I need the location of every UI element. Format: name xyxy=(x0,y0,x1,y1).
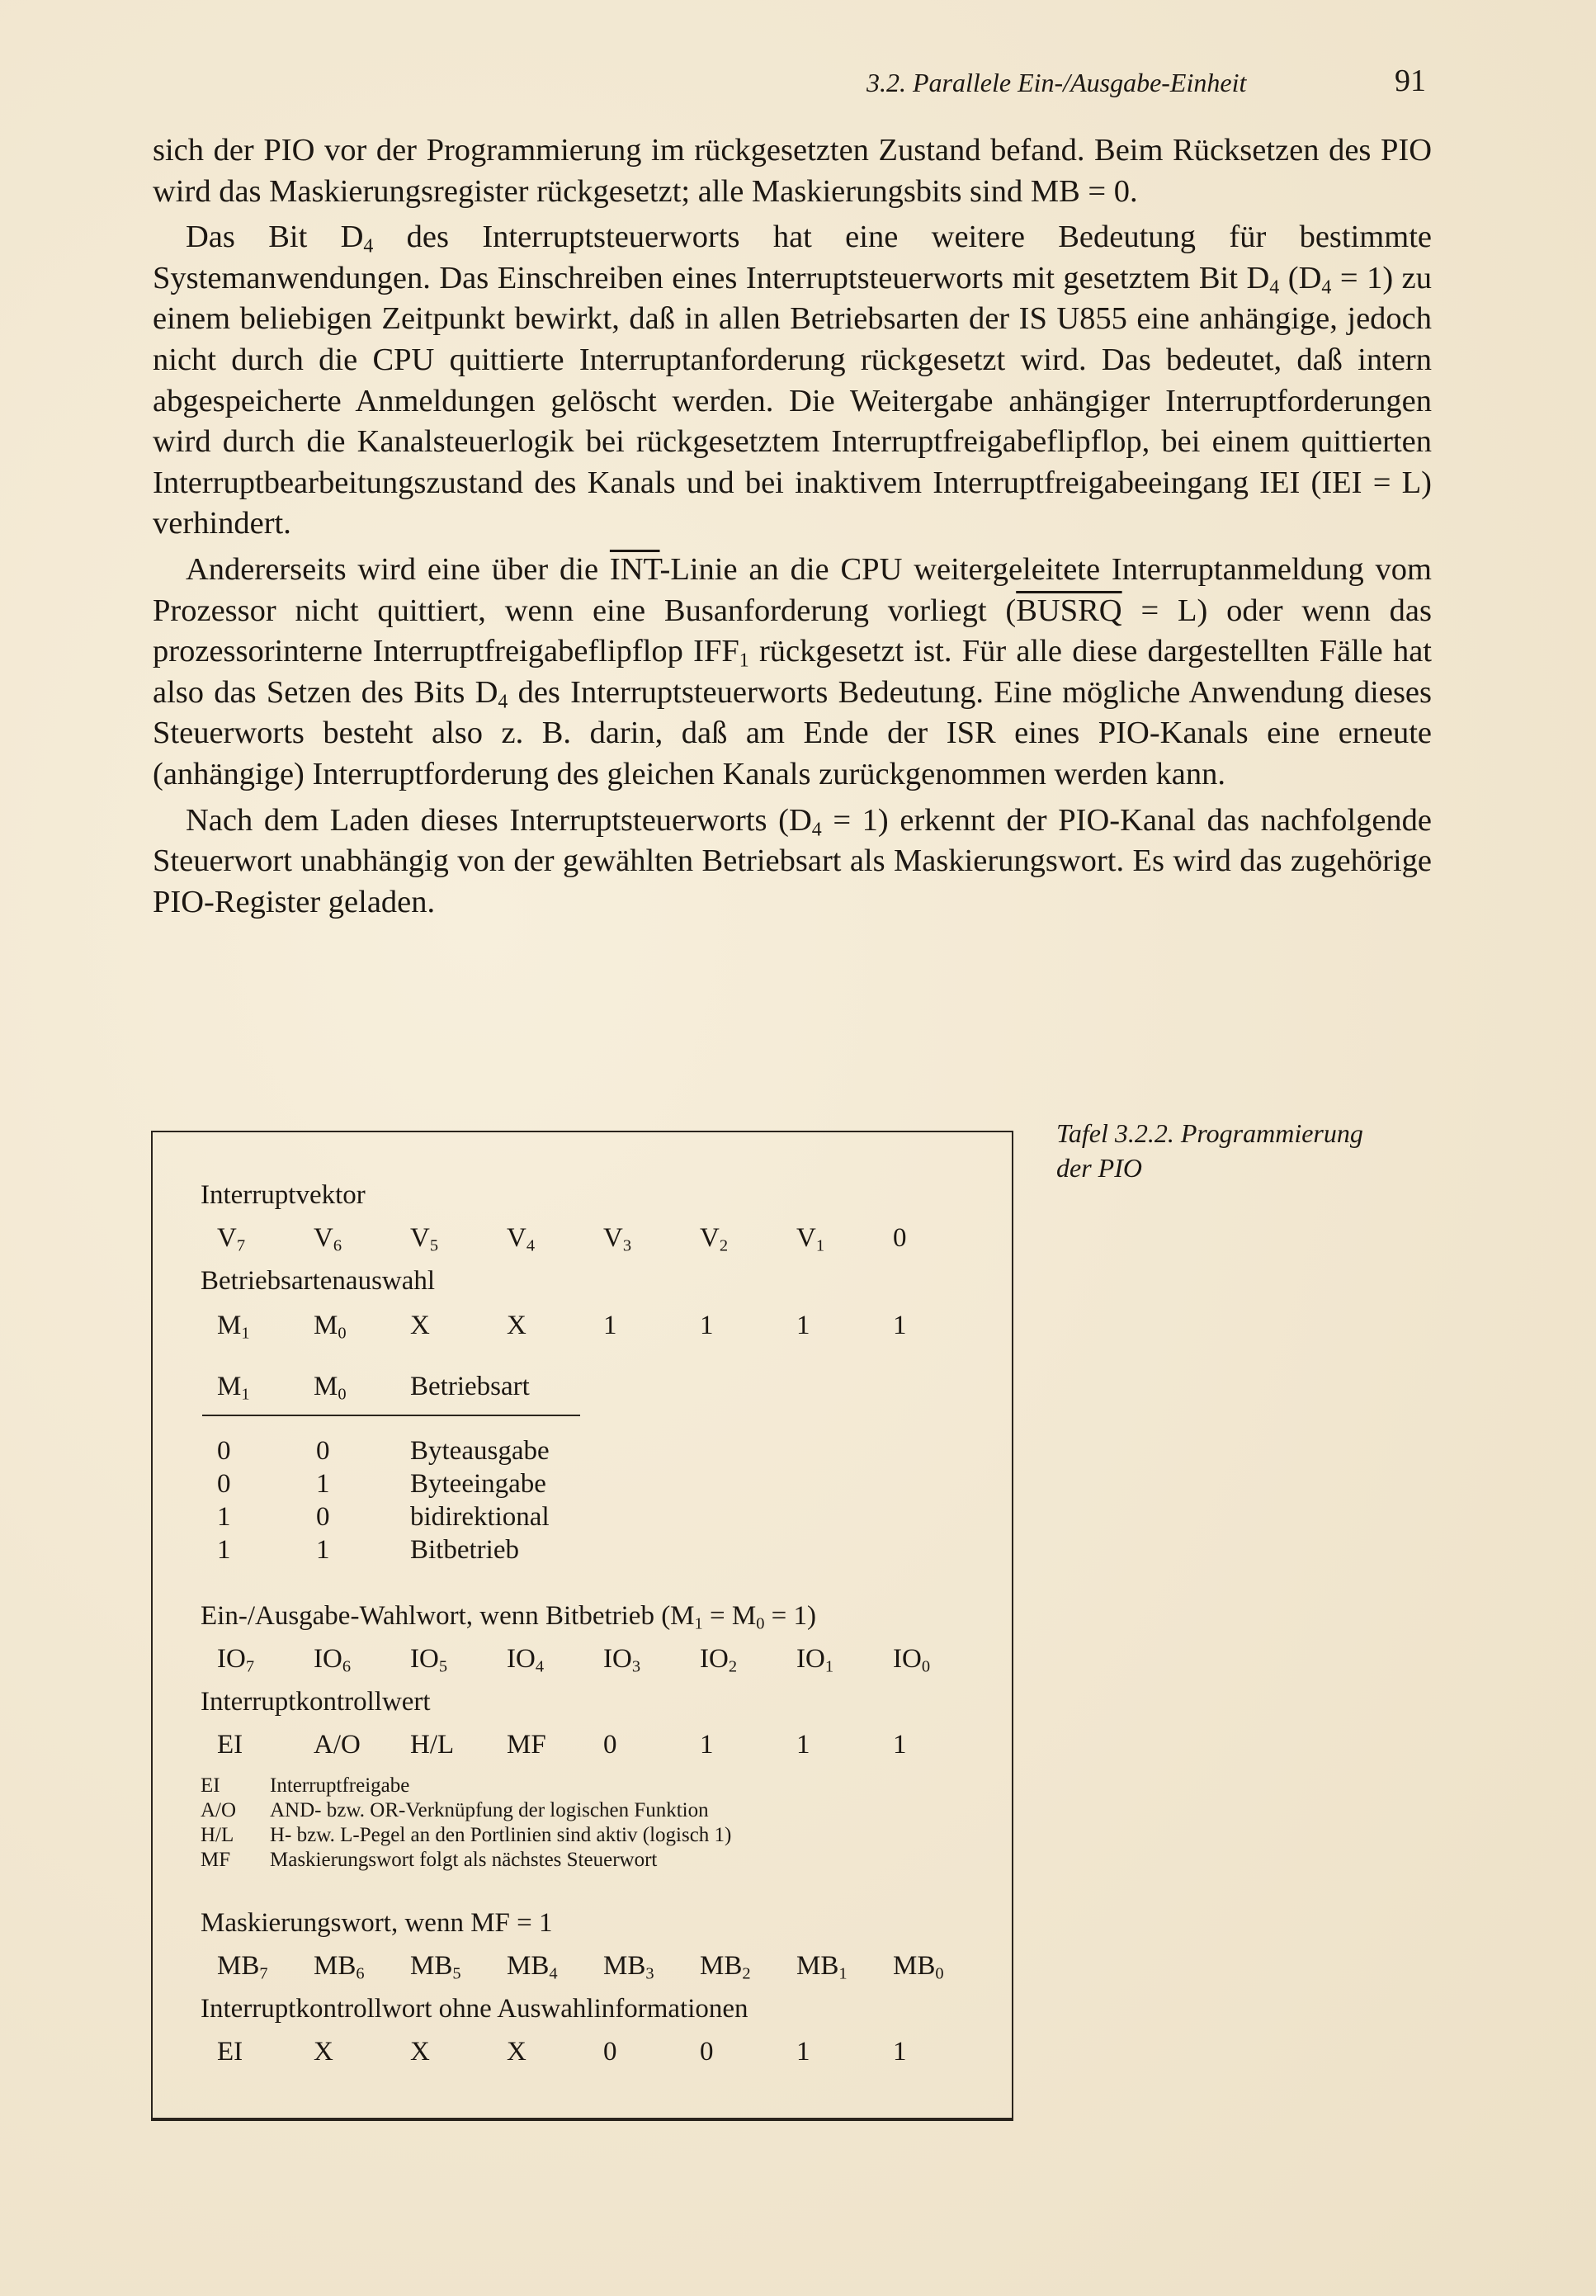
io-bit: $IO_4$ xyxy=(507,1644,545,1676)
mode-name: Byteeingabe xyxy=(410,1469,546,1499)
ikw2-bit: 1 xyxy=(796,2037,810,2067)
betriebsart-bit: 1 xyxy=(700,1311,714,1340)
mode-name: Byteausgabe xyxy=(410,1436,550,1466)
betriebsart-bit: 1 xyxy=(796,1311,810,1340)
io-bit: $IO_1$ xyxy=(796,1644,834,1676)
io-bit: $IO_5$ xyxy=(410,1644,448,1676)
interruptvektor-bit: $V_2$ xyxy=(700,1223,729,1255)
mask-bit: $MB_7$ xyxy=(217,1951,268,1983)
mode-header-cell: Betriebsart xyxy=(410,1372,530,1401)
footnote-abbr: EI xyxy=(201,1774,220,1797)
mode-m0: 0 xyxy=(316,1436,330,1466)
ikw2-bit: X xyxy=(507,2037,526,2067)
ikw2-bit: 0 xyxy=(603,2037,617,2067)
page-number: 91 xyxy=(1395,64,1426,98)
betriebsart-bit: 1 xyxy=(603,1311,617,1340)
section-title: 3.2. Parallele Ein-/Ausgabe-Einheit xyxy=(866,68,1247,97)
ikw-bit: 1 xyxy=(700,1730,714,1760)
mask-bit: $MB_1$ xyxy=(796,1951,848,1983)
busrq-signal: BUSRQ xyxy=(1016,593,1122,628)
ikw-bit: 1 xyxy=(796,1730,810,1760)
mode-name: bidirektional xyxy=(410,1502,550,1532)
io-bit: $IO_7$ xyxy=(217,1644,255,1676)
ikw2-bit: 0 xyxy=(700,2037,714,2067)
footnote-text: Interruptfreigabe xyxy=(270,1774,410,1797)
footnote-text: AND- bzw. OR-Verknüpfung der logischen Funktion xyxy=(270,1799,709,1821)
mode-name: Bitbetrieb xyxy=(410,1535,519,1565)
interruptvektor-bit: 0 xyxy=(893,1223,907,1253)
ikw-bit: EI xyxy=(217,1730,243,1760)
footnote-text: H- bzw. L-Pegel an den Portlinien sind aktiv (logisch 1) xyxy=(270,1824,732,1846)
footnote-abbr: H/L xyxy=(201,1824,234,1846)
ikw-bit: A/O xyxy=(314,1730,361,1760)
io-bit: $IO_3$ xyxy=(603,1644,641,1676)
footnote-abbr: A/O xyxy=(201,1799,237,1821)
mask-bit: $MB_0$ xyxy=(893,1951,944,1983)
betriebsart-bit: X xyxy=(410,1311,430,1340)
ikw2-bit: 1 xyxy=(893,2037,907,2067)
caption-line: Tafel 3.2.2. Programmierung xyxy=(1056,1118,1363,1148)
ikw2-label: Interruptkontrollwort ohne Auswahlinformationen xyxy=(201,1994,748,2024)
ikw2-bit: EI xyxy=(217,2037,243,2067)
ikw-bit: MF xyxy=(507,1730,546,1760)
interruptvektor-bit: $V_3$ xyxy=(603,1223,632,1255)
ikw-bit: 1 xyxy=(893,1730,907,1760)
ikw-label: Interruptkontrollwert xyxy=(201,1687,431,1717)
ikw-bit: H/L xyxy=(410,1730,455,1760)
io-bit: $IO_0$ xyxy=(893,1644,931,1676)
mode-header-cell: $M_1$ xyxy=(217,1372,250,1404)
betriebsart-bit: 1 xyxy=(893,1311,907,1340)
betriebsart-bit: $M_1$ xyxy=(217,1311,250,1343)
paragraph-2: Das Bit $D_4$ des Interruptsteuerworts hat eine weitere Bedeutung für bestimmte Systemanwendungen. Das Einschreiben eines Interruptsteuerworts mit gesetztem Bit $D_4$ $(D_4 = 1)$ zu einem beliebigen Zeitpunkt bewirkt, daß in allen Betriebsarten der IS U855 eine anhängige, jedoch nicht durch die CPU quittierte Interruptanforderung rückgesetzt wird. Das bedeutet, daß intern abgespeicherte Anmeldungen gelöscht werden. Die Weitergabe anhängiger Interruptforderungen wird durch die Kanalsteuerlogik bei rückgesetztem Interruptfreigabeflipflop, bei einem quittierten Interruptbearbeitungszustand des Kanals und bei inaktivem Interruptfreigabeeingang IEI (IEI = L) verhindert. xyxy=(153,220,1433,541)
interruptvektor-label: Interruptvektor xyxy=(201,1180,366,1210)
mask-bit: $MB_5$ xyxy=(410,1951,461,1983)
interruptvektor-bit: $V_4$ xyxy=(507,1223,536,1255)
page-header xyxy=(866,64,1428,109)
mask-bit: $MB_2$ xyxy=(700,1951,751,1983)
mask-label: Maskierungswort, wenn MF = 1 xyxy=(201,1908,553,1938)
ikw2-bit: X xyxy=(314,2037,333,2067)
paragraph-3: Andererseits wird eine über die $\overline{INT}$-Linie an die CPU weitergeleitete Interruptanmeldung vom Prozessor nicht quittiert, wenn eine Busanforderung vorliegt (BUSRQ = L) oder wenn das prozessorinterne Interruptfreigabeflipflop $IFF_1$ rückgesetzt ist. Für alle diese dargestellten Fälle hat also das Setzen des Bits $D_4$ des Interruptsteuerworts Bedeutung. Eine mögliche Anwendung dieses Steuerworts besteht also z. B. darin, daß am Ende der ISR eines PIO-Kanals eine erneute (anhängige) Interruptforderung des gleichen Kanals zurückgenommen werden kann. xyxy=(153,551,1433,791)
betriebsart-label: Betriebsartenauswahl xyxy=(201,1266,436,1296)
mode-m0: 1 xyxy=(316,1535,330,1565)
interruptvektor-bit: $V_6$ xyxy=(314,1223,342,1255)
ikw2-bit: X xyxy=(410,2037,430,2067)
betriebsart-bit: $M_0$ xyxy=(314,1311,347,1343)
ikw-bit: 0 xyxy=(603,1730,617,1760)
mode-m1: 1 xyxy=(217,1535,231,1565)
io-bit: $IO_6$ xyxy=(314,1644,352,1676)
interruptvektor-bit: $V_1$ xyxy=(796,1223,825,1255)
paragraph-1: sich der PIO vor der Programmierung im rückgesetzten Zustand befand. Beim Rücksetzen des PIO wird das Maskierungsregister rückgesetzt; alle Maskierungsbits sind MB = 0. xyxy=(153,133,1432,209)
interruptvektor-bit: $V_7$ xyxy=(217,1223,246,1255)
table-caption xyxy=(1056,1116,1436,1185)
io-label: Ein-/Ausgabe-Wahlwort, wenn Bitbetrieb $(M_1 = M_0 = 1)$ xyxy=(201,1601,817,1633)
interruptvektor-bit: $V_5$ xyxy=(410,1223,439,1255)
footnote-text: Maskierungswort folgt als nächstes Steuerwort xyxy=(270,1849,658,1871)
footnote-abbr: MF xyxy=(201,1849,231,1871)
mode-m0: 1 xyxy=(316,1469,330,1499)
paragraph-4: Nach dem Laden dieses Interruptsteuerworts $(D_4 = 1)$ erkennt der PIO-Kanal das nachfolgende Steuerwort unabhängig von der gewählten Betriebsart als Maskierungswort. Es wird das zugehörige PIO-Register geladen. xyxy=(153,802,1432,919)
mode-header-cell: $M_0$ xyxy=(314,1372,347,1404)
mode-table-rule xyxy=(202,1415,580,1416)
programming-table xyxy=(151,1131,1013,2121)
mode-m1: 0 xyxy=(217,1436,231,1466)
betriebsart-bit: X xyxy=(507,1311,526,1340)
caption-line: der PIO xyxy=(1056,1153,1142,1183)
int-signal: $\overline{INT}$ xyxy=(609,551,660,587)
mode-m0: 0 xyxy=(316,1502,330,1532)
mask-bit: $MB_3$ xyxy=(603,1951,654,1983)
body-text xyxy=(153,130,1432,923)
mask-bit: $MB_4$ xyxy=(507,1951,558,1983)
mode-m1: 1 xyxy=(217,1502,231,1532)
io-bit: $IO_2$ xyxy=(700,1644,738,1676)
mask-bit: $MB_6$ xyxy=(314,1951,365,1983)
mode-m1: 0 xyxy=(217,1469,231,1499)
